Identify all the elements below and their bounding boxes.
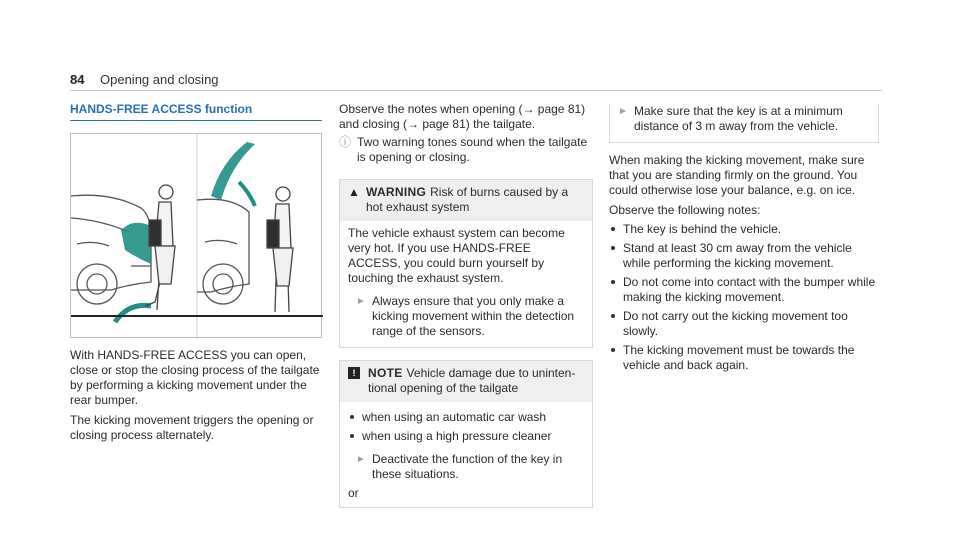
warning-action-text: Always ensure that you only make a kicking movement within the detection range of the sensors.: [372, 294, 575, 338]
note-body: [340, 402, 592, 507]
note-action: [348, 452, 584, 482]
list-item: Stand at least 30 cm away from the vehicle while performing the kicking movement.: [609, 241, 879, 271]
warning-header: [340, 180, 592, 221]
kick-arrow-shape: [115, 305, 151, 322]
kick-gesture-illustration: [70, 133, 322, 338]
note-bullet-list: [348, 410, 584, 444]
person-standing: [267, 187, 293, 312]
open-motion-arrow-shape: [239, 182, 255, 206]
kick-notes-list: [609, 222, 879, 373]
info-note: [339, 135, 593, 165]
list-item: The key is behind the vehicle.: [609, 222, 879, 237]
warning-label: WARNING: [366, 185, 427, 199]
continued-note-box: [609, 104, 879, 143]
list-item: Do not carry out the kicking movement too slowly.: [609, 309, 879, 339]
kick-paragraph: The kicking movement triggers the opening or closing process alternately.: [70, 413, 314, 442]
column-right: [609, 102, 879, 373]
illustration-svg: [71, 134, 323, 339]
list-item: Do not come into contact with the bumper while making the kicking movement.: [609, 275, 879, 305]
note-box: [339, 360, 593, 508]
observe-list-intro: Observe the following notes:: [609, 203, 761, 217]
info-text: Two warning tones sound when the tailgate is opening or closing.: [357, 135, 588, 164]
warning-text: The vehicle exhaust system can become very hot. If you use HANDS-FREE ACCESS, you could burn yourself by touching the exhaust system.: [348, 226, 565, 285]
warning-box: [339, 179, 593, 348]
play-arrow-icon: ►: [356, 454, 366, 465]
warning-action: [348, 294, 584, 339]
play-arrow-icon: ►: [618, 106, 628, 117]
list-item: when using a high pressure cleaner: [348, 429, 584, 444]
section-title-rule: [70, 120, 322, 121]
play-arrow-icon: ►: [356, 296, 366, 307]
observe-notes-paragraph: Observe the notes when opening (→ page 81) and closing (→ page 81) the tailgate.: [339, 102, 586, 131]
header-divider: [70, 90, 882, 91]
exclamation-square-icon: !: [348, 367, 360, 379]
car-rear-right: [197, 199, 249, 304]
note-title: [368, 366, 584, 396]
list-item: The kicking movement must be towards the vehicle and back again.: [609, 343, 879, 373]
note-label: NOTE: [368, 366, 403, 380]
warning-headline: Risk of burns caused by a hot exhaust system: [366, 185, 569, 214]
column-left: [70, 102, 322, 443]
distance-action: [610, 104, 870, 134]
warning-title: [366, 185, 584, 215]
section-title: HANDS-FREE ACCESS function: [70, 102, 253, 116]
page-number: 84: [70, 72, 85, 87]
note-action-text: Deactivate the function of the key in these situations.: [372, 452, 563, 481]
note-header: [340, 361, 592, 402]
sensor-zone-shape: [121, 223, 151, 264]
list-item: when using an automatic car wash: [348, 410, 584, 425]
distance-action-text: Make sure that the key is at a minimum distance of 3 m away from the vehicle.: [634, 104, 843, 133]
note-headline: Vehicle damage due to uninten- tional opening of the tailgate: [368, 366, 576, 395]
info-icon: ⓘ: [339, 135, 352, 149]
column-middle: [339, 102, 593, 508]
warning-triangle-icon: ▲: [348, 185, 360, 199]
stance-paragraph: When making the kicking movement, make sure that you are standing firmly on the ground. You could otherwise lose your balance, e.g. on ice.: [609, 153, 865, 197]
section-heading: Opening and closing: [100, 72, 219, 87]
warning-body: [340, 221, 592, 347]
note-tail-text: or: [348, 486, 359, 500]
intro-paragraph: With HANDS-FREE ACCESS you can open, close or stop the closing process of the tailgate by performing a kicking movement under the rear bumper.: [70, 348, 320, 407]
